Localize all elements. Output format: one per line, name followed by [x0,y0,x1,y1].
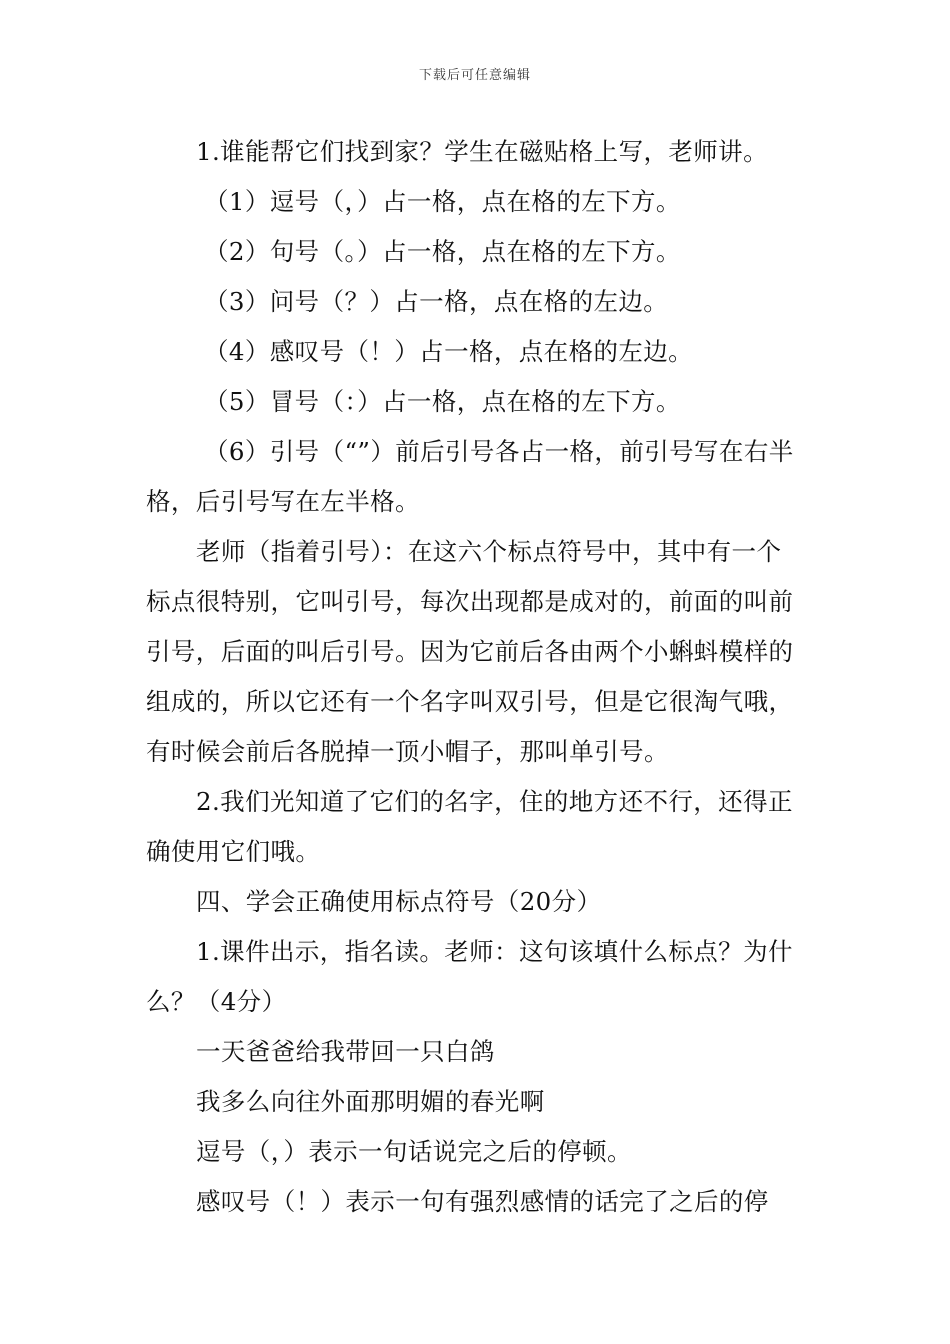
paragraph-question-rule: （3）问号（？）占一格，点在格的左边。 [204,287,669,316]
paragraph-period-rule: （2）句号（。）占一格，点在格的左下方。 [204,237,681,266]
paragraph-colon-rule: （5）冒号（：）占一格，点在格的左下方。 [204,387,681,416]
paragraph-find-home: 1.谁能帮它们找到家？学生在磁贴格上写，老师讲。 [196,137,768,166]
paragraph-quote-rule: （6）引号（“”）前后引号各占一格，前引号写在右半格，后引号写在左半格。 [146,437,794,516]
section-heading-four: 四、学会正确使用标点符号（20分） [196,887,602,916]
paragraph-exclamation-meaning: 感叹号（！）表示一句有强烈感情的话完了之后的停 [196,1187,769,1216]
paragraph-courseware: 1.课件出示，指名读。老师：这句该填什么标点？为什么？（4分） [146,937,793,1016]
page-header: 下载后可任意编辑 [418,68,531,83]
example-sentence-spring: 我多么向往外面那明媚的春光啊 [196,1087,545,1116]
paragraph-teacher-quotes: 老师（指着引号）：在这六个标点符号中，其中有一个标点很特别，它叫引号，每次出现都是成对的，前面的叫前引号，后面的叫后引号。因为它前后各由两个小蝌蚪模样的组成的，所以它还有一个名字叫双引号，但是它很淘气哦，有时候会前后各脱掉一顶小帽子，那叫单引号。 [146,537,794,766]
example-sentence-dove: 一天爸爸给我带回一只白鸽 [196,1037,495,1066]
document-body [146,127,806,1227]
paragraph-exclamation-rule: （4）感叹号（！）占一格，点在格的左边。 [204,337,694,366]
paragraph-comma-meaning: 逗号（，）表示一句话说完之后的停顿。 [196,1137,632,1166]
paragraph-comma-rule: （1）逗号（，）占一格，点在格的左下方。 [204,187,681,216]
paragraph-correct-use: 2.我们光知道了它们的名字，住的地方还不行，还得正确使用它们哦。 [146,787,793,866]
